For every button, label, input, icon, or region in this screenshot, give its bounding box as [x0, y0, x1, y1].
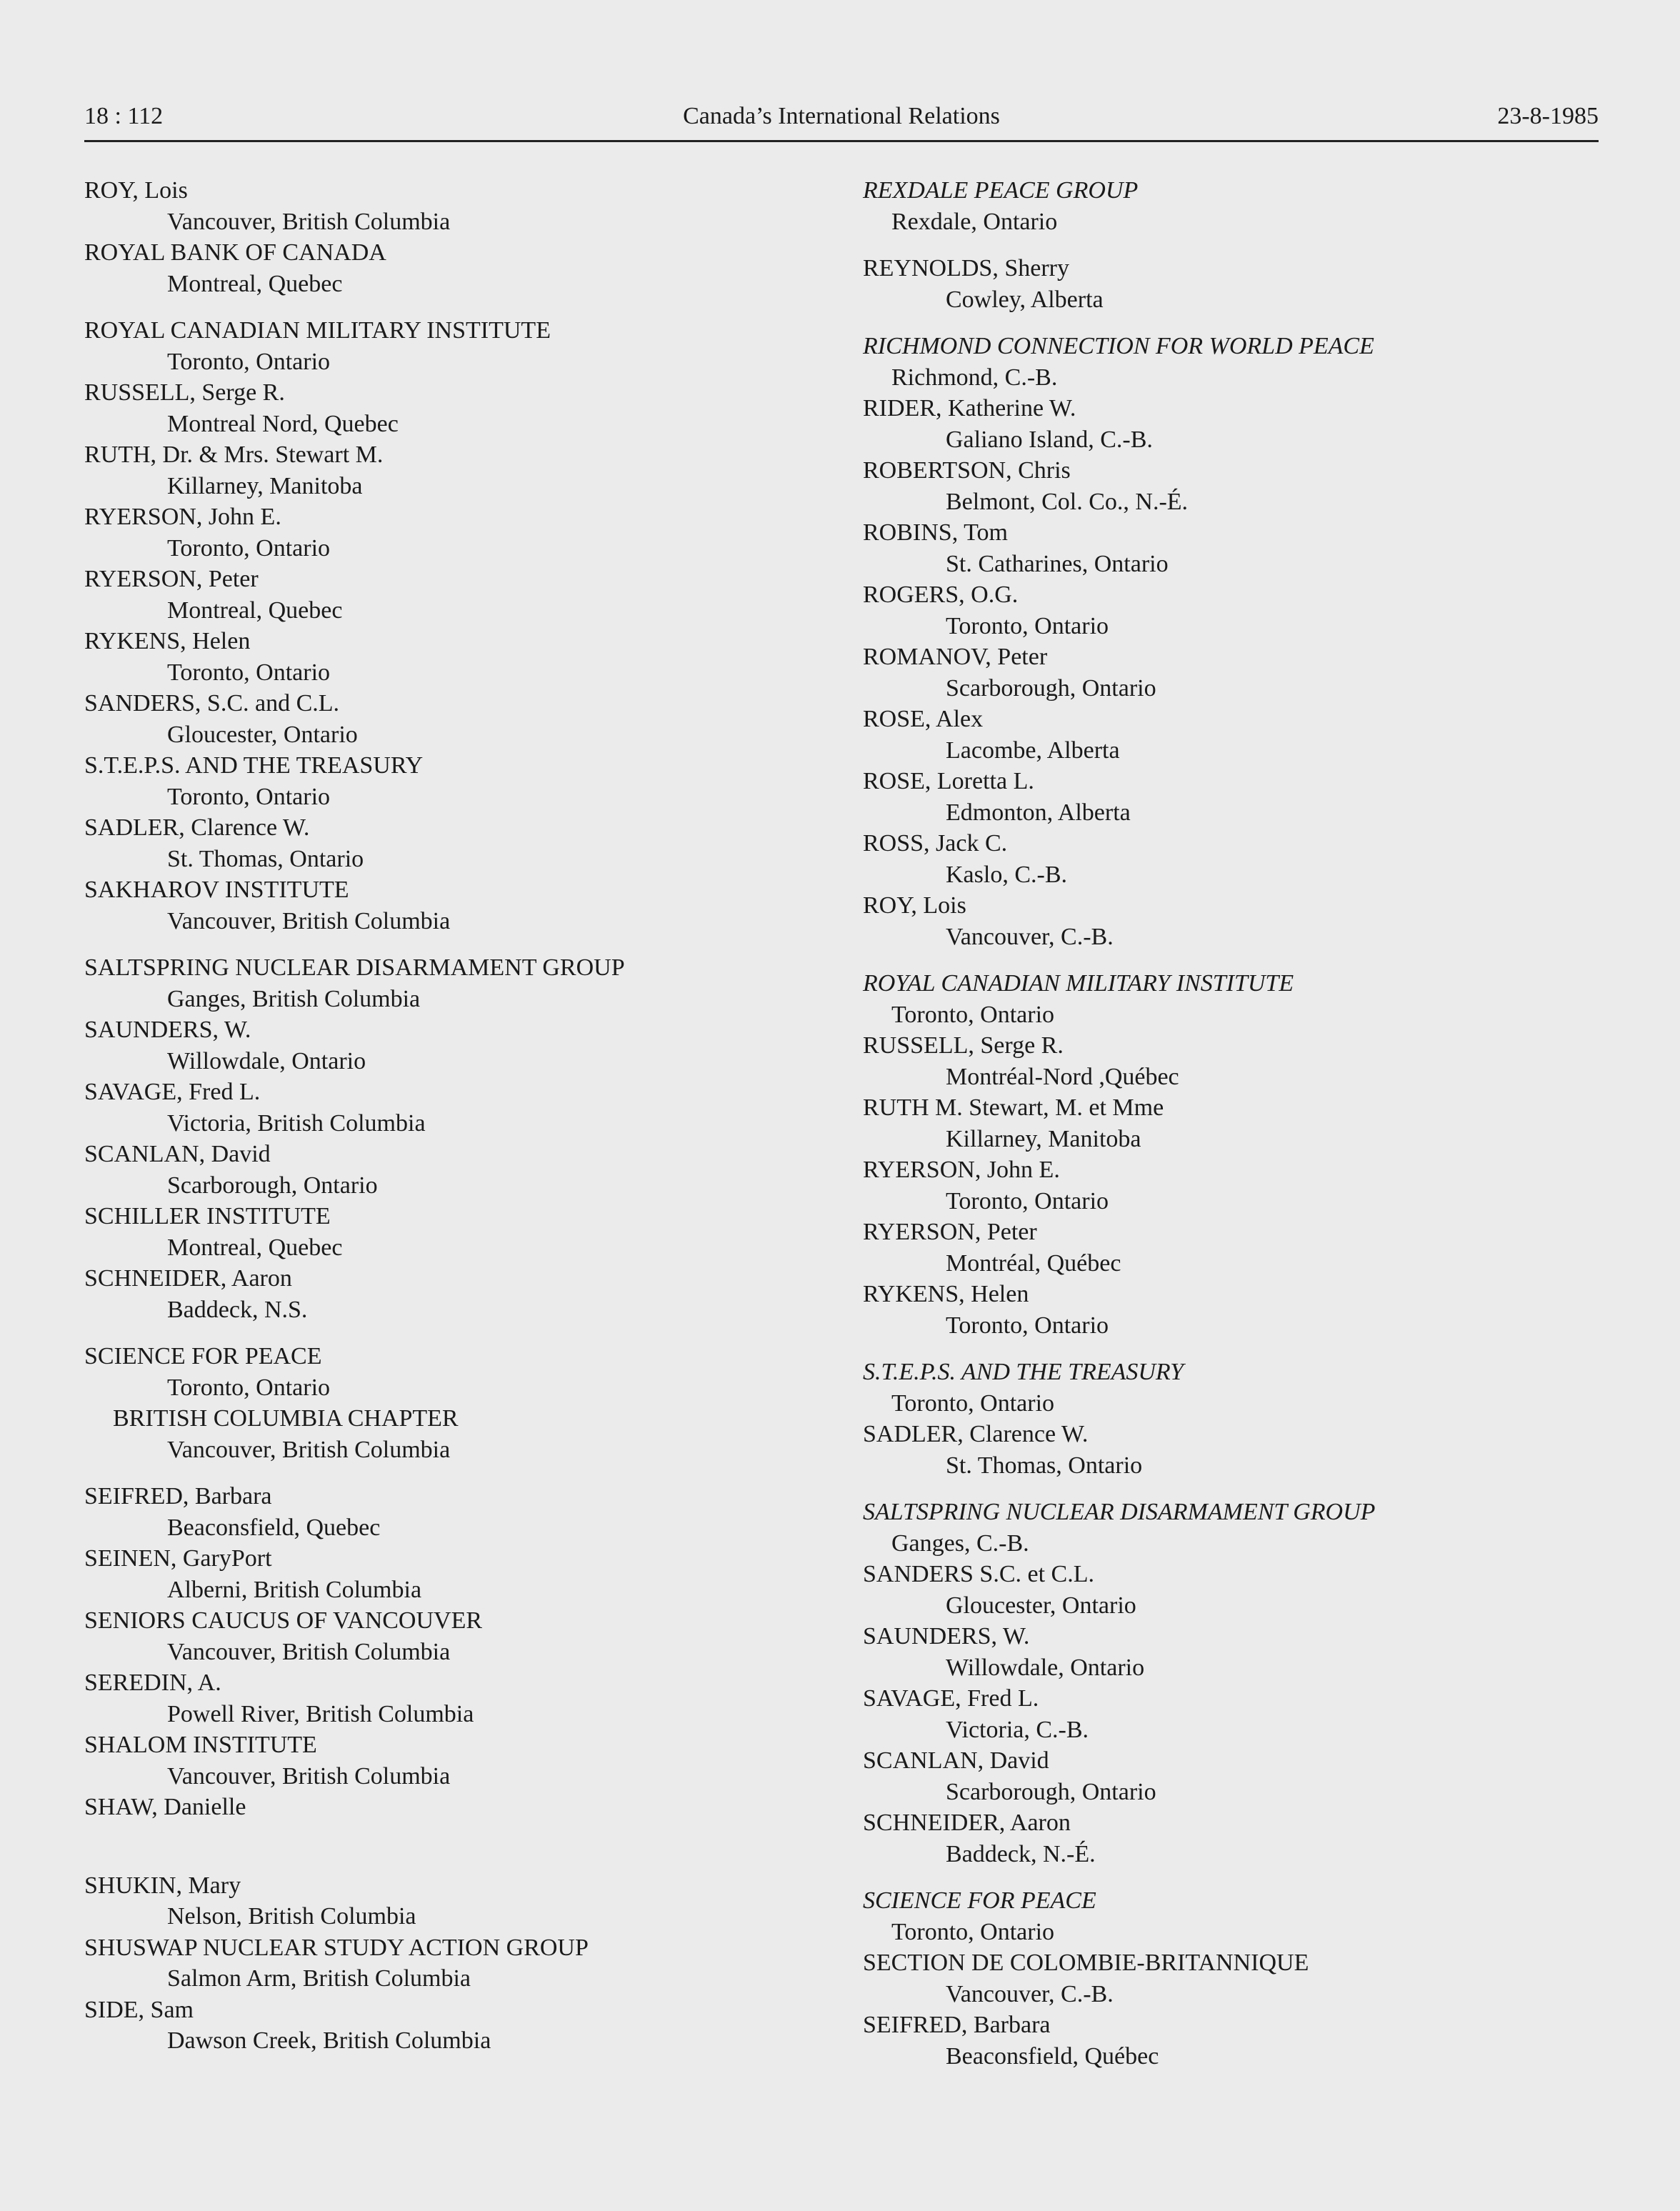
- list-entry: [84, 1730, 841, 1792]
- left-column: [84, 175, 841, 2057]
- entry-location: Willowdale, Ontario: [167, 1047, 366, 1074]
- entry-name: SANDERS, S.C. and C.L.: [84, 690, 340, 717]
- list-entry: [84, 626, 841, 688]
- list-entry: [863, 766, 1620, 828]
- list-entry: [84, 1201, 841, 1263]
- entry-location: Beaconsfield, Québec: [946, 2042, 1159, 2070]
- entry-location: Scarborough, Ontario: [167, 1172, 378, 1199]
- entry-location: Vancouver, British Columbia: [167, 907, 451, 934]
- entry-name: S.T.E.P.S. AND THE TREASURY: [863, 1359, 1184, 1385]
- list-entry: [863, 517, 1620, 579]
- entry-location: Toronto, Ontario: [891, 1001, 1055, 1028]
- list-entry: [863, 642, 1620, 704]
- entry-name: RICHMOND CONNECTION FOR WORLD PEACE: [863, 333, 1374, 359]
- list-entry: [863, 1745, 1620, 1807]
- running-title: Canada’s International Relations: [683, 103, 1000, 129]
- entry-name: SHAW, Danielle: [84, 1794, 246, 1820]
- list-entry: [84, 1543, 841, 1605]
- entry-location: Salmon Arm, British Columbia: [167, 1965, 471, 1992]
- right-column: [863, 175, 1620, 2072]
- entry-location: Toronto, Ontario: [167, 534, 331, 562]
- list-entry: [863, 1885, 1620, 1947]
- entry-name: SAUNDERS, W.: [863, 1623, 1030, 1649]
- entry-name: RUSSELL, Serge R.: [84, 379, 285, 406]
- entry-location: Scarborough, Ontario: [946, 1778, 1156, 1805]
- list-entry: [863, 1154, 1620, 1217]
- entry-name: ROBINS, Tom: [863, 519, 1008, 546]
- list-entry: [863, 890, 1620, 952]
- list-entry: [84, 952, 841, 1014]
- entry-location: Beaconsfield, Quebec: [167, 1514, 381, 1541]
- list-entry: [863, 1497, 1620, 1559]
- list-entry: [84, 501, 841, 564]
- list-entry: [84, 237, 841, 299]
- list-entry: [84, 688, 841, 750]
- entry-name: SENIORS CAUCUS OF VANCOUVER: [84, 1607, 483, 1634]
- entry-name: REXDALE PEACE GROUP: [863, 177, 1139, 204]
- list-entry: [863, 393, 1620, 455]
- entry-location: Toronto, Ontario: [946, 1312, 1109, 1339]
- entry-name: SHUSWAP NUCLEAR STUDY ACTION GROUP: [84, 1934, 589, 1961]
- page-number: 18 : 112: [84, 103, 164, 129]
- entry-location: Montreal, Quebec: [167, 597, 343, 624]
- entry-location: Montreal Nord, Quebec: [167, 410, 399, 437]
- entry-name: SAKHAROV INSTITUTE: [84, 877, 349, 903]
- entry-name: SADLER, Clarence W.: [863, 1421, 1089, 1447]
- entry-location: Alberni, British Columbia: [167, 1576, 422, 1603]
- entry-location: Toronto, Ontario: [891, 1918, 1055, 1945]
- entry-location: Rexdale, Ontario: [891, 208, 1058, 235]
- entry-name: ROYAL CANADIAN MILITARY INSTITUTE: [863, 970, 1294, 997]
- list-entry: [863, 1217, 1620, 1279]
- entry-location: Vancouver, British Columbia: [167, 1638, 451, 1665]
- entry-location: Vancouver, British Columbia: [167, 208, 451, 235]
- entry-location: Montreal, Quebec: [167, 1234, 343, 1261]
- entry-name: ROY, Lois: [84, 177, 188, 204]
- list-entry: [863, 1683, 1620, 1745]
- entry-name: SHUKIN, Mary: [84, 1872, 241, 1899]
- list-entry: [863, 1357, 1620, 1419]
- entry-name: SAVAGE, Fred L.: [863, 1685, 1039, 1712]
- entry-name: RYERSON, John E.: [863, 1157, 1060, 1183]
- entry-location: Killarney, Manitoba: [946, 1125, 1141, 1152]
- list-entry: [84, 1667, 841, 1730]
- entry-location: Ganges, C.-B.: [891, 1529, 1029, 1557]
- list-entry: [84, 1077, 841, 1139]
- entry-location: Vancouver, C.-B.: [946, 923, 1114, 950]
- entry-location: Kaslo, C.-B.: [946, 861, 1067, 888]
- list-entry: [863, 828, 1620, 890]
- entry-name: SANDERS S.C. et C.L.: [863, 1561, 1094, 1587]
- entry-name: ROYAL BANK OF CANADA: [84, 239, 386, 266]
- list-entry: [84, 1870, 841, 1932]
- header-date: 23-8-1985: [1497, 103, 1599, 129]
- page-header: [84, 100, 1599, 142]
- list-entry: [863, 2010, 1620, 2072]
- list-entry: [84, 1995, 841, 2057]
- entry-name: SCIENCE FOR PEACE: [84, 1343, 322, 1369]
- list-entry: [863, 704, 1620, 766]
- entry-name: ROGERS, O.G.: [863, 582, 1019, 608]
- entry-location: Richmond, C.-B.: [891, 364, 1058, 391]
- entry-name: ROYAL CANADIAN MILITARY INSTITUTE: [84, 317, 551, 344]
- entry-location: Toronto, Ontario: [891, 1389, 1055, 1417]
- entry-name: ROMANOV, Peter: [863, 644, 1048, 670]
- list-entry: [84, 315, 841, 377]
- entry-name: SALTSPRING NUCLEAR DISARMAMENT GROUP: [84, 954, 625, 981]
- entry-name: SEREDIN, A.: [84, 1670, 221, 1696]
- entry-location: St. Catharines, Ontario: [946, 550, 1169, 577]
- list-entry: [84, 1403, 841, 1465]
- list-entry: [84, 1605, 841, 1667]
- list-entry: [84, 175, 841, 237]
- entry-name: RYERSON, John E.: [84, 504, 281, 530]
- entry-location: Powell River, British Columbia: [167, 1700, 474, 1727]
- list-entry: [863, 968, 1620, 1030]
- entry-location: Toronto, Ontario: [946, 1187, 1109, 1214]
- entry-location: Cowley, Alberta: [946, 286, 1104, 313]
- entry-location: Killarney, Manitoba: [167, 472, 363, 499]
- entry-name: SALTSPRING NUCLEAR DISARMAMENT GROUP: [863, 1499, 1376, 1525]
- entry-location: Vancouver, British Columbia: [167, 1762, 451, 1790]
- list-entry: [84, 750, 841, 812]
- entry-location: Vancouver, C.-B.: [946, 1980, 1114, 2007]
- entry-name: ROBERTSON, Chris: [863, 457, 1071, 484]
- entry-name: SCHNEIDER, Aaron: [84, 1265, 292, 1292]
- list-entry: [863, 331, 1620, 393]
- list-entry: [863, 579, 1620, 642]
- entry-location: Willowdale, Ontario: [946, 1654, 1145, 1681]
- entry-name: SIDE, Sam: [84, 1996, 194, 2023]
- entry-name: SCANLAN, David: [863, 1747, 1049, 1774]
- entry-location: Victoria, C.-B.: [946, 1716, 1089, 1743]
- entry-location: Toronto, Ontario: [946, 612, 1109, 639]
- list-entry: [84, 1014, 841, 1077]
- entry-name: ROSS, Jack C.: [863, 830, 1008, 857]
- list-entry: [863, 1559, 1620, 1621]
- list-entry: [863, 1621, 1620, 1683]
- entry-name: SAVAGE, Fred L.: [84, 1079, 261, 1105]
- entry-location: St. Thomas, Ontario: [946, 1452, 1143, 1479]
- list-entry: [84, 1341, 841, 1403]
- list-entry: [84, 439, 841, 501]
- entry-name: SEIFRED, Barbara: [84, 1483, 272, 1509]
- entry-name: SEIFRED, Barbara: [863, 2012, 1051, 2038]
- entry-name: ROSE, Alex: [863, 706, 984, 732]
- entry-name: SHALOM INSTITUTE: [84, 1732, 317, 1758]
- entry-name: SCIENCE FOR PEACE: [863, 1887, 1096, 1914]
- entry-name: SCHILLER INSTITUTE: [84, 1203, 331, 1229]
- list-entry: [84, 1481, 841, 1543]
- entry-location: Galiano Island, C.-B.: [946, 426, 1153, 453]
- entry-location: Toronto, Ontario: [167, 659, 331, 686]
- entry-location: Dawson Creek, British Columbia: [167, 2027, 491, 2054]
- entry-location: Edmonton, Alberta: [946, 799, 1131, 826]
- list-entry: [863, 1947, 1620, 2010]
- entry-location: Toronto, Ontario: [167, 1374, 331, 1401]
- list-entry: [863, 1807, 1620, 1870]
- entry-name: SCHNEIDER, Aaron: [863, 1810, 1071, 1836]
- entry-name: RUTH, Dr. & Mrs. Stewart M.: [84, 441, 384, 468]
- entry-location: Gloucester, Ontario: [946, 1592, 1136, 1619]
- list-entry: [863, 253, 1620, 315]
- entry-location: Victoria, British Columbia: [167, 1109, 426, 1137]
- entry-location: Montréal, Québec: [946, 1249, 1121, 1277]
- entry-location: Montréal-Nord ,Québec: [946, 1063, 1179, 1090]
- entry-name: SAUNDERS, W.: [84, 1017, 251, 1043]
- entry-location: Scarborough, Ontario: [946, 674, 1156, 702]
- entry-name: RYKENS, Helen: [84, 628, 251, 654]
- entry-location: Montreal, Quebec: [167, 270, 343, 297]
- list-entry: [863, 455, 1620, 517]
- entry-name: ROY, Lois: [863, 892, 966, 919]
- list-entry: [863, 1419, 1620, 1481]
- entry-location: Belmont, Col. Co., N.-É.: [946, 488, 1189, 515]
- entry-name: SECTION DE COLOMBIE-BRITANNIQUE: [863, 1950, 1309, 1976]
- entry-name: S.T.E.P.S. AND THE TREASURY: [84, 752, 424, 779]
- list-entry: [863, 1279, 1620, 1341]
- entry-location: Toronto, Ontario: [167, 348, 331, 375]
- entry-name: REYNOLDS, Sherry: [863, 255, 1069, 281]
- list-entry: [84, 377, 841, 439]
- entry-location: Ganges, British Columbia: [167, 985, 421, 1012]
- entry-location: Baddeck, N.S.: [167, 1296, 308, 1323]
- entry-location: Lacombe, Alberta: [946, 737, 1120, 764]
- list-entry: [863, 1030, 1620, 1092]
- entry-location: Vancouver, British Columbia: [167, 1436, 451, 1463]
- list-entry: [84, 1263, 841, 1325]
- entry-name: ROSE, Loretta L.: [863, 768, 1034, 794]
- list-entry: [84, 1792, 841, 1823]
- entry-name: SADLER, Clarence W.: [84, 814, 310, 841]
- entry-name: RUSSELL, Serge R.: [863, 1032, 1064, 1059]
- entry-location: Gloucester, Ontario: [167, 721, 358, 748]
- list-entry: [84, 564, 841, 626]
- entry-location: Nelson, British Columbia: [167, 1903, 416, 1930]
- entry-name: BRITISH COLUMBIA CHAPTER: [113, 1405, 459, 1432]
- entry-name: RUTH M. Stewart, M. et Mme: [863, 1094, 1164, 1121]
- entry-name: SEINEN, GaryPort: [84, 1545, 272, 1572]
- entry-name: RIDER, Katherine W.: [863, 395, 1076, 421]
- entry-location: St. Thomas, Ontario: [167, 845, 364, 872]
- list-entry: [84, 1932, 841, 1995]
- list-entry: [84, 812, 841, 874]
- entry-name: SCANLAN, David: [84, 1141, 271, 1167]
- entry-name: RYKENS, Helen: [863, 1281, 1029, 1307]
- entry-location: Baddeck, N.-É.: [946, 1840, 1096, 1867]
- entry-name: RYERSON, Peter: [863, 1219, 1037, 1245]
- list-entry: [863, 175, 1620, 237]
- list-entry: [863, 1092, 1620, 1154]
- list-entry: [84, 874, 841, 937]
- entry-location: Toronto, Ontario: [167, 783, 331, 810]
- list-entry: [84, 1139, 841, 1201]
- entry-name: RYERSON, Peter: [84, 566, 259, 592]
